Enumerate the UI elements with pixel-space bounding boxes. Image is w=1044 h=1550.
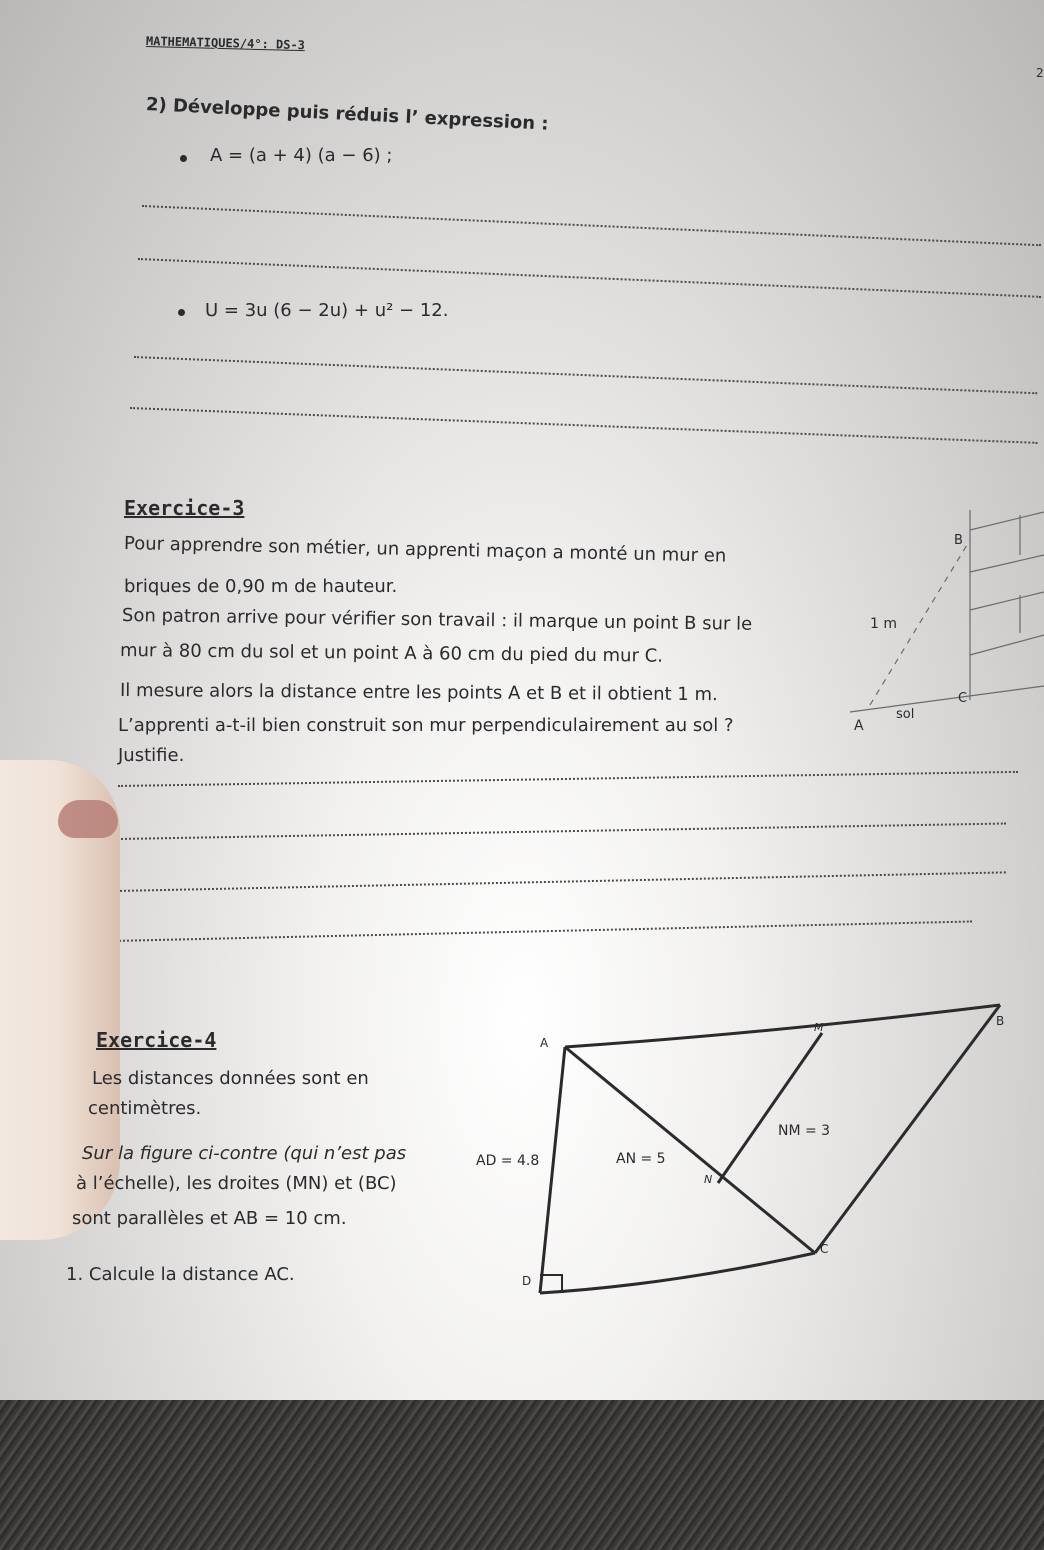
exercise-3-title: Exercice-3 [124, 496, 245, 520]
expression-a: A = (a + 4) (a − 6) ; [210, 145, 393, 166]
exercise-3-line: mur à 80 cm du sol et un point A à 60 cm du pied du mur C. [119, 640, 664, 667]
figure-label-sol: sol [896, 707, 915, 722]
fingernail [58, 800, 118, 838]
label-an: AN = 5 [616, 1151, 666, 1167]
exercise-3-line: L’apprenti a-t-il bien construit son mur perpendiculairement au sol ? [118, 715, 734, 736]
exercise-3-line: Pour apprendre son métier, un apprenti maçon a monté un mur en [123, 533, 727, 567]
page-number: 2 [1036, 66, 1044, 80]
figure-label-n: N [704, 1173, 713, 1186]
triangle-figure [470, 995, 1020, 1305]
figure-label-b: B [996, 1014, 1005, 1028]
exercise-4-line: Les distances données sont en [92, 1068, 369, 1089]
exercise-3-line: Son patron arrive pour vérifier son travail : il marque un point B sur le [121, 605, 753, 635]
bullet-icon [180, 155, 187, 162]
background-fabric [0, 1400, 1044, 1550]
figure-label-d: D [522, 1274, 532, 1288]
label-nm: NM = 3 [778, 1123, 831, 1139]
bullet-icon [178, 309, 185, 316]
wall-figure [830, 500, 1044, 750]
figure-label-c: C [820, 1242, 829, 1256]
exercise-4-line: à l’échelle), les droites (MN) et (BC) [76, 1173, 397, 1194]
exercise-4-line: Sur la figure ci-contre (qui n’est pas [82, 1143, 407, 1164]
figure-label-c: C [958, 691, 968, 706]
exercise-4-line: sont parallèles et AB = 10 cm. [72, 1208, 347, 1229]
figure-label-b: B [954, 533, 963, 548]
figure-label-m: M [814, 1021, 824, 1034]
exercise-4-line: centimètres. [88, 1098, 202, 1119]
exercise-4-question-1: 1. Calcule la distance AC. [66, 1264, 295, 1285]
exercise-3-line: briques de 0,90 m de hauteur. [124, 576, 398, 597]
document-header: MATHEMATIQUES/4°: DS-3 [145, 34, 306, 53]
exercise-3-line: Il mesure alors la distance entre les points A et B et il obtient 1 m. [119, 680, 718, 706]
label-ad: AD = 4.8 [476, 1153, 540, 1169]
exercise-3-line: Justifie. [118, 745, 185, 766]
figure-label-a: A [540, 1036, 549, 1050]
figure-label-a: A [854, 718, 864, 734]
expression-u: U = 3u (6 − 2u) + u² − 12. [205, 300, 449, 321]
question-2-title: 2) Développe puis réduis l’ expression : [145, 94, 550, 135]
figure-label-1m: 1 m [870, 616, 897, 632]
exercise-4-title: Exercice-4 [96, 1028, 217, 1052]
